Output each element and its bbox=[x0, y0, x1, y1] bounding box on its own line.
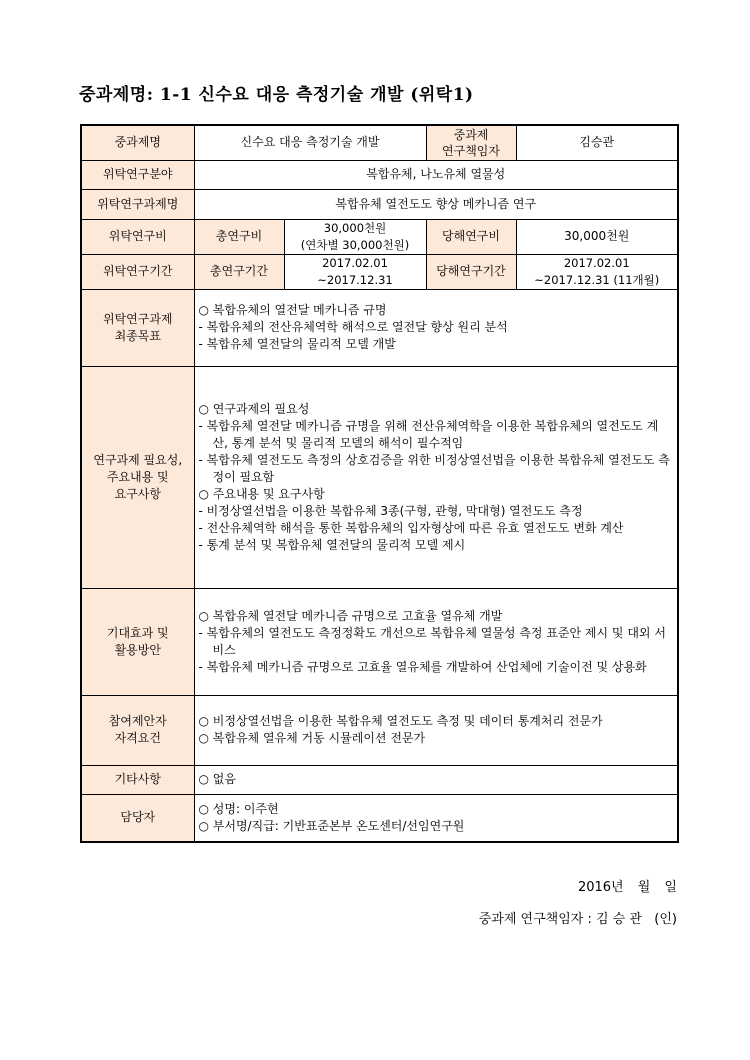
manager-label: 담당자 bbox=[81, 794, 194, 842]
qualification-label: 참여제안자 자격요건 bbox=[81, 695, 194, 765]
effect-item: ○ 복합유체 열전달 메카니즘 규명으로 고효율 열유체 개발 bbox=[198, 608, 503, 623]
year-period-label: 당해연구기간 bbox=[426, 254, 516, 289]
pi-value: 김승관 bbox=[516, 125, 678, 160]
manager-item: ○ 성명: 이주현 bbox=[198, 801, 279, 816]
field-value: 복합유체, 나노유체 열물성 bbox=[194, 160, 678, 189]
etc-list bbox=[194, 765, 678, 794]
goal-item: - 복합유체 열전달의 물리적 모델 개발 bbox=[198, 337, 396, 351]
necessity-item: - 복합유체 열전달 메카니즘 규명을 위해 전산유체역학을 이용한 복합유체의 열전도도 계산, 통계 분석 및 물리적 모델의 해석이 필수적임 bbox=[198, 418, 659, 450]
necessity-label: 연구과제 필요성, 주요내용 및 요구사항 bbox=[81, 366, 194, 588]
row-period bbox=[81, 254, 678, 289]
total-budget-value: 30,000천원 (연차별 30,000천원) bbox=[284, 219, 426, 254]
row-etc bbox=[81, 765, 678, 794]
page-title: 중과제명: 1-1 신수요 대응 측정기술 개발 (위탁1) bbox=[79, 85, 474, 105]
year-budget-value: 30,000천원 bbox=[516, 219, 678, 254]
row-qualification bbox=[81, 695, 678, 765]
necessity-item: ○ 연구과제의 필요성 bbox=[198, 401, 310, 416]
necessity-list bbox=[194, 366, 678, 588]
signature-line: 중과제 연구책임자 : 김 승 관 (인) bbox=[478, 912, 677, 927]
task-table bbox=[80, 124, 679, 843]
goal-item: - 복합유체의 전산유체역학 해석으로 열전달 향상 원리 분석 bbox=[198, 320, 508, 334]
date-line: 2016년 월 일 bbox=[577, 880, 677, 895]
row-manager bbox=[81, 794, 678, 842]
task-name-value: 신수요 대응 측정기술 개발 bbox=[194, 125, 426, 160]
total-budget-label: 총연구비 bbox=[194, 219, 284, 254]
total-period-label: 총연구기간 bbox=[194, 254, 284, 289]
period-label: 위탁연구기간 bbox=[81, 254, 194, 289]
etc-item: ○ 없음 bbox=[198, 772, 236, 786]
row-task-name bbox=[81, 125, 678, 160]
total-period-value: 2017.02.01 ~2017.12.31 bbox=[284, 254, 426, 289]
field-label: 위탁연구분야 bbox=[81, 160, 194, 189]
pi-label: 중과제 연구책임자 bbox=[426, 125, 516, 160]
qualification-item: ○ 복합유체 열유체 거동 시뮬레이션 전문가 bbox=[198, 731, 426, 745]
necessity-item: ○ 주요내용 및 요구사항 bbox=[198, 486, 325, 501]
manager-item: ○ 부서명/직급: 기반표준본부 온도센터/선임연구원 bbox=[198, 818, 465, 833]
effect-item: - 복합유체 메카니즘 규명으로 고효율 열유체를 개발하여 산업체에 기술이전 및 상용화 bbox=[198, 659, 647, 674]
row-goal bbox=[81, 289, 678, 366]
manager-list bbox=[194, 794, 678, 842]
year-budget-label: 당해연구비 bbox=[426, 219, 516, 254]
effect-item: - 복합유체의 열전도도 측정정확도 개선으로 복합유체 열물성 측정 표준안 제시 및 대외 서비스 bbox=[198, 625, 666, 657]
project-label: 위탁연구과제명 bbox=[81, 189, 194, 219]
necessity-item: - 전산유체역학 해석을 통한 복합유체의 입자형상에 따른 유효 열전도도 변화 계산 bbox=[198, 520, 624, 535]
effect-label: 기대효과 및 활용방안 bbox=[81, 588, 194, 695]
etc-label: 기타사항 bbox=[81, 765, 194, 794]
necessity-item: - 통계 분석 및 복합유체 열전달의 물리적 모델 제시 bbox=[198, 537, 466, 552]
necessity-item: - 복합유체 열전도도 측정의 상호검증을 위한 비정상열선법을 이용한 복합유체 열전도도 측정이 필요함 bbox=[198, 452, 670, 484]
effect-list bbox=[194, 588, 678, 695]
row-necessity bbox=[81, 366, 678, 588]
task-name-label: 중과제명 bbox=[81, 125, 194, 160]
year-period-value: 2017.02.01 ~2017.12.31 (11개월) bbox=[516, 254, 678, 289]
budget-label: 위탁연구비 bbox=[81, 219, 194, 254]
project-value: 복합유체 열전도도 향상 메카니즘 연구 bbox=[194, 189, 678, 219]
row-budget bbox=[81, 219, 678, 254]
row-field bbox=[81, 160, 678, 189]
qualification-list bbox=[194, 695, 678, 765]
row-project bbox=[81, 189, 678, 219]
qualification-item: ○ 비정상열선법을 이용한 복합유체 열전도도 측정 및 데이터 통계처리 전문가 bbox=[198, 714, 603, 728]
goal-list bbox=[194, 289, 678, 366]
goal-item: ○ 복합유체의 열전달 메카니즘 규명 bbox=[198, 303, 387, 317]
row-effect bbox=[81, 588, 678, 695]
necessity-item: - 비정상열선법을 이용한 복합유체 3종(구형, 관형, 막대형) 열전도도 측정 bbox=[198, 503, 583, 518]
goal-label: 위탁연구과제 최종목표 bbox=[81, 289, 194, 366]
